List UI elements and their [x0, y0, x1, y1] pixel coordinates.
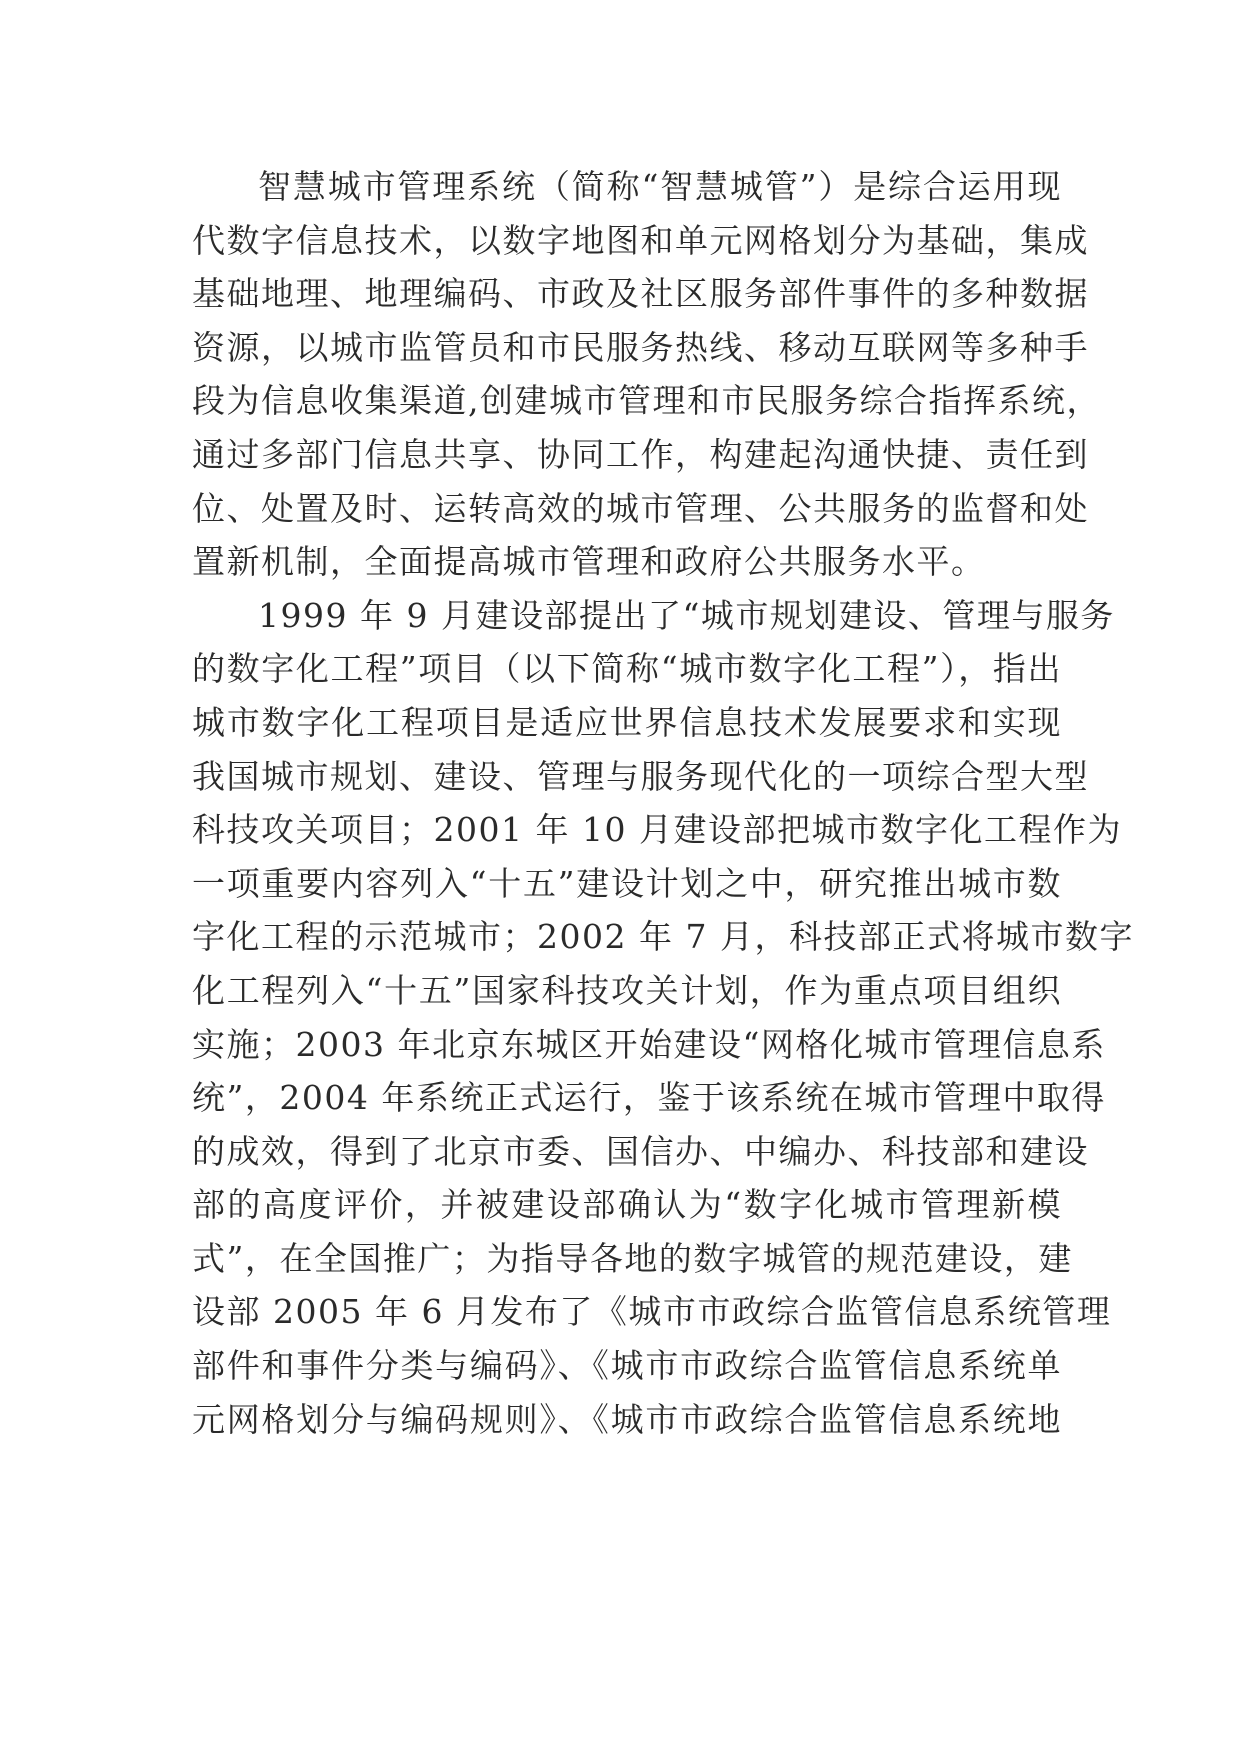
text-line: 设部 2005 年 6 月发布了《城市市政综合监管信息系统管理	[192, 1292, 1112, 1332]
text-line: 城市数字化工程项目是适应世界信息技术发展要求和实现	[192, 702, 1062, 742]
text-line: 基础地理、地理编码、市政及社区服务部件事件的多种数据	[192, 274, 1089, 314]
text-line: 通过多部门信息共享、协同工作，构建起沟通快捷、责任到	[192, 434, 1089, 474]
text-line: 的成效，得到了北京市委、国信办、中编办、科技部和建设	[192, 1131, 1089, 1171]
text-line: 一项重要内容列入“十五”建设计划之中，研究推出城市数	[192, 863, 1062, 903]
paragraph-2	[192, 589, 1134, 1447]
paragraph-1	[192, 160, 1101, 589]
text-line: 置新机制，全面提高城市管理和政府公共服务水平。	[192, 542, 986, 582]
text-line: 智慧城市管理系统（简称“智慧城管”）是综合运用现	[258, 167, 1062, 206]
text-line: 1999 年 9 月建设部提出了“城市规划建设、管理与服务	[258, 595, 1115, 635]
text-line: 部件和事件分类与编码》、《城市市政综合监管信息系统单	[192, 1346, 1062, 1386]
text-line: 我国城市规划、建设、管理与服务现代化的一项综合型大型	[192, 756, 1089, 796]
text-line: 的数字化工程”项目（以下简称“城市数字化工程”），指出	[192, 649, 1062, 689]
text-line: 实施；2003 年北京东城区开始建设“网格化城市管理信息系	[192, 1024, 1106, 1064]
text-line: 元网格划分与编码规则》、《城市市政综合监管信息系统地	[192, 1399, 1062, 1439]
text-line: 资源，以城市监管员和市民服务热线、移动互联网等多种手	[192, 327, 1089, 367]
text-line: 部的高度评价，并被建设部确认为“数字化城市管理新模	[192, 1185, 1062, 1225]
text-line: 段为信息收集渠道,创建城市管理和市民服务综合指挥系统，	[192, 381, 1101, 421]
text-line: 科技攻关项目；2001 年 10 月建设部把城市数字化工程作为	[192, 810, 1122, 850]
text-line: 位、处置及时、运转高效的城市管理、公共服务的监督和处	[192, 488, 1089, 528]
text-line: 代数字信息技术，以数字地图和单元网格划分为基础，集成	[192, 220, 1089, 260]
body-text	[192, 160, 1134, 1446]
text-line: 统”，2004 年系统正式运行，鉴于该系统在城市管理中取得	[192, 1078, 1106, 1118]
text-line: 化工程列入“十五”国家科技攻关计划，作为重点项目组织	[192, 970, 1062, 1010]
text-line: 字化工程的示范城市；2002 年 7 月，科技部正式将城市数字	[192, 917, 1134, 957]
text-line: 式”，在全国推广；为指导各地的数字城管的规范建设，建	[192, 1238, 1073, 1278]
